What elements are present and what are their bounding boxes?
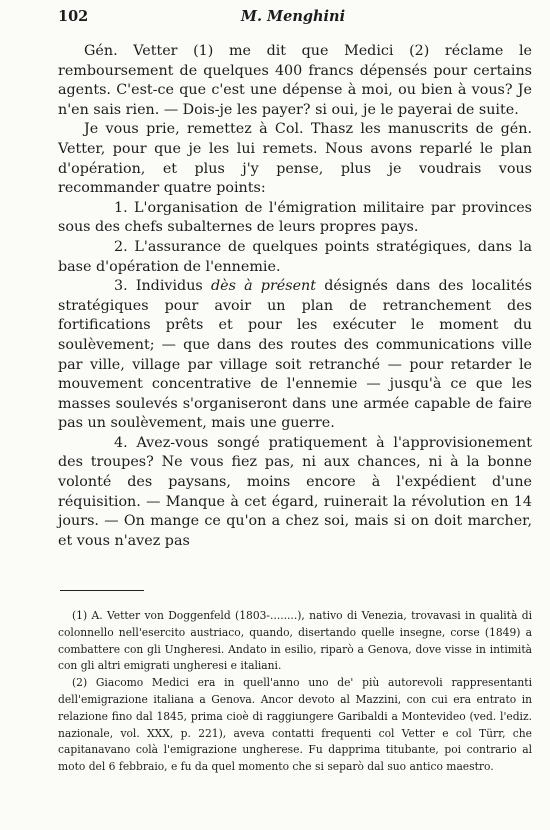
footnote-separator bbox=[60, 590, 144, 591]
point-3-lead: 3. Individus bbox=[114, 278, 203, 295]
paragraph-manuscripts: Je vous prie, remettez à Col. Thasz les manuscrits de gén. Vetter, pour que je les lui remets. Nous avons reparlé le plan d'opération, et plus j'y pense, plus je voudrais vous recommander quatre points: bbox=[58, 121, 532, 197]
point-4-provisioning: 4. Avez-vous songé pratiquement à l'approvisionement des troupes? Ne vous fiez pas, ni aux chances, ni à la bonne volonté des paysans, moins encore à l'expédient d'une réquisition. — Manque à cet égard, ruinerait la révolution en 14 jours. — On mange ce qu'on a chez soi, mais si on doit marcher, et vous n'avez pas bbox=[58, 434, 532, 549]
footnotes bbox=[58, 608, 532, 776]
page-number: 102 bbox=[58, 8, 89, 25]
letter-body bbox=[58, 42, 532, 551]
footnote-1: (1) A. Vetter von Doggenfeld (1803-........), nativo di Venezia, trovavasi in qualità di colonnello nell'esercito austriaco, quando, disertando quelle insegne, corse (1849) a combattere con gli Ungheresi. Andato in esilio, riparò a Genova, dove visse in intimità con gli altri emigrati ungheresi e italiani. bbox=[58, 609, 532, 673]
footnote-2: (2) Giacomo Medici era in quell'anno uno de' più autorevoli rappresentanti dell'emigrazione italiana a Genova. Ancor devoto al Mazzini, con cui era entrato in relazione fino dal 1845, prima cioè di raggiungere Garibaldi a Montevideo (ved. l'ediz. nazionale, vol. XXX, p. 221), aveva contatti frequenti col Vetter e col Türr, che capitanavano colà l'emigrazione ungherese. Fu dapprima titubante, poi contrario al moto del 6 febbraio, e fu da quel momento che si separò dal suo antico maestro. bbox=[58, 676, 532, 774]
running-title: M. Menghini bbox=[240, 8, 346, 25]
point-1-organisation: 1. L'organisation de l'émigration militaire par provinces sous des chefs subalternes de leurs propres pays. bbox=[58, 199, 532, 236]
paragraph-medici-reimbursement: Gén. Vetter (1) me dit que Medici (2) réclame le remboursement de quelques 400 francs dépensés pour certains agents. C'est-ce que c'est une dépense à moi, ou bien à vous? Je n'en sais rien. — Dois-je les payer? si oui, je le payerai de suite. bbox=[58, 43, 532, 118]
page-header bbox=[58, 8, 528, 28]
point-3-emphasis: dès à présent bbox=[210, 278, 316, 295]
point-3-individuals bbox=[58, 277, 532, 434]
point-2-strategic-points: 2. L'assurance de quelques points stratégiques, dans la base d'opération de l'ennemie. bbox=[58, 238, 532, 275]
point-3-rest: désignés dans des localités stratégiques pour avoir un plan de retranchement des fortifications prêts et pour les exécuter le moment du soulèvement; — que dans des routes des communications ville par ville, village par village soit retranché — pour retarder le mouvement concentrative de l'ennemie — jusqu'à ce que les masses soulevés s'organiseront dans une armée capable de faire pas un soulèvement, mais une guerre. bbox=[58, 278, 532, 432]
